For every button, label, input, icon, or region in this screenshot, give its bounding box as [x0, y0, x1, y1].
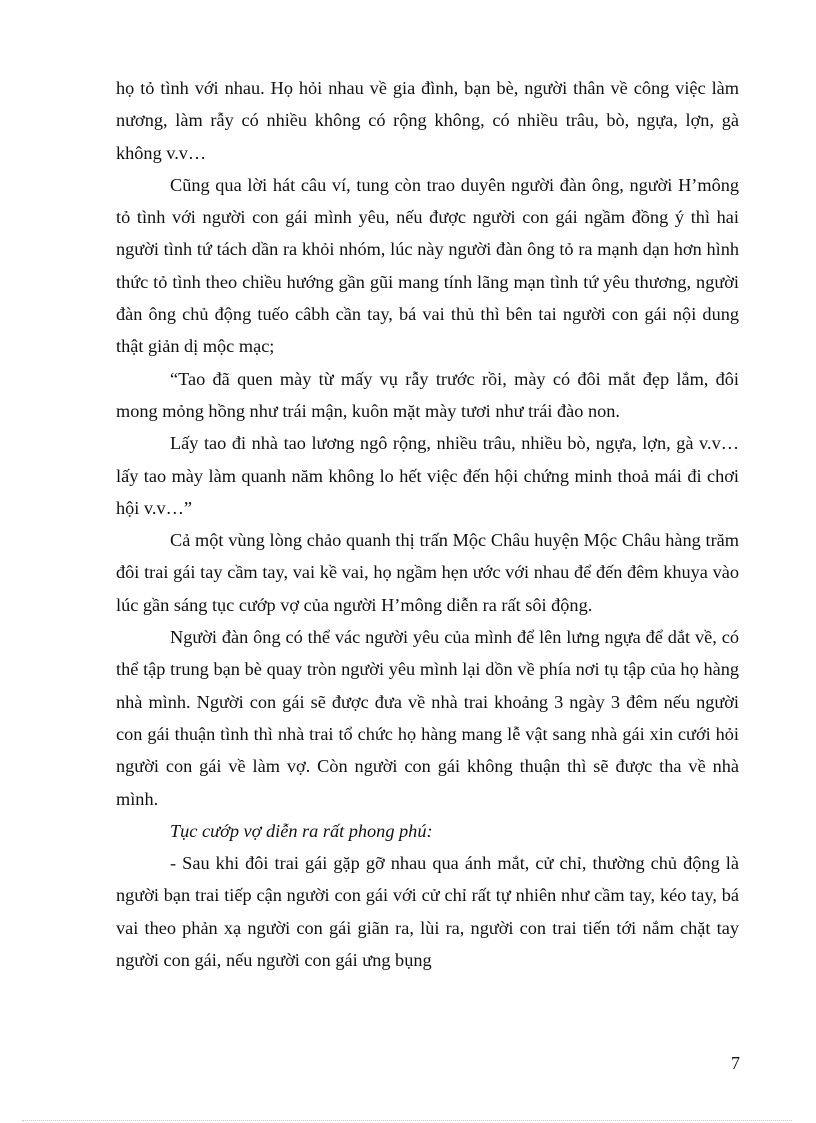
body-text — [116, 72, 739, 976]
paragraph-4: Người đàn ông có thể vác người yêu của mình để lên lưng ngựa để dắt về, có thể tập trung bạn bè quay tròn người yêu mình lại dồn về phía nơi tụ tập của họ hàng nhà mình. Người con gái sẽ được đưa về nhà trai khoảng 3 ngày 3 đêm nếu người con gái thuận tình thì nhà trai tổ chức họ hàng mang lễ vật sang nhà gái xin cưới hỏi người con gái về làm vợ. Còn người con gái không thuận thì sẽ được tha về nhà mình. — [116, 627, 739, 809]
section-heading: Tục cướp vợ diễn ra rất phong phú: — [170, 820, 433, 841]
bottom-divider — [22, 1120, 792, 1121]
paragraph-2: Cũng qua lời hát câu ví, tung còn trao duyên người đàn ông, người H’mông tỏ tình với người con gái mình yêu, nếu được người con gái ngầm đồng ý thì hai người tình tứ tách dần ra khỏi nhóm, lúc này người đàn ông tỏ ra mạnh dạn hơn hình thức tỏ tình theo chiều hướng gần gũi mang tính lãng mạn tình tứ yêu thương, người đàn ông chủ động tuếo câbh cần tay, bá vai thủ thì bên tai người con gái nội dung thật giản dị mộc mạc; — [116, 174, 739, 357]
quote-paragraph-1: “Tao đã quen mày từ mấy vụ rẫy trước rồi, mày có đôi mắt đẹp lắm, đôi mong mỏng hồng như trái mận, kuôn mặt mày tươi như trái đào non. — [116, 368, 739, 421]
bullet-paragraph: - Sau khi đôi trai gái gặp gỡ nhau qua ánh mắt, cử chỉ, thường chủ động là người bạn trai tiếp cận người con gái với cử chỉ rất tự nhiên như cầm tay, kéo tay, bá vai theo phản xạ người con gái giãn ra, lùi ra, người con trai tiến tới nắm chặt tay người con gái, nếu người con gái ưng bụng — [116, 853, 739, 971]
quote-paragraph-2: Lấy tao đi nhà tao lương ngô rộng, nhiều trâu, nhiều bò, ngựa, lợn, gà v.v… lấy tao mày làm quanh năm không lo hết việc đến hội chứng minh thoả mái đi chơi hội v.v…” — [116, 433, 739, 518]
page-number: 7 — [731, 1053, 740, 1073]
paragraph-3: Cả một vùng lòng chảo quanh thị trấn Mộc Châu huyện Mộc Châu hàng trăm đôi trai gái tay cầm tay, vai kề vai, họ ngầm hẹn ước với nhau để đến đêm khuya vào lúc gần sáng tục cướp vợ của người H’mông diễn ra rất sôi động. — [116, 530, 739, 615]
paragraph-1: họ tỏ tình với nhau. Họ hỏi nhau về gia đình, bạn bè, người thân về công việc làm nương, làm rẫy có nhiều không có rộng không, có nhiều trâu, bò, ngựa, lợn, gà không v.v… — [116, 78, 739, 163]
